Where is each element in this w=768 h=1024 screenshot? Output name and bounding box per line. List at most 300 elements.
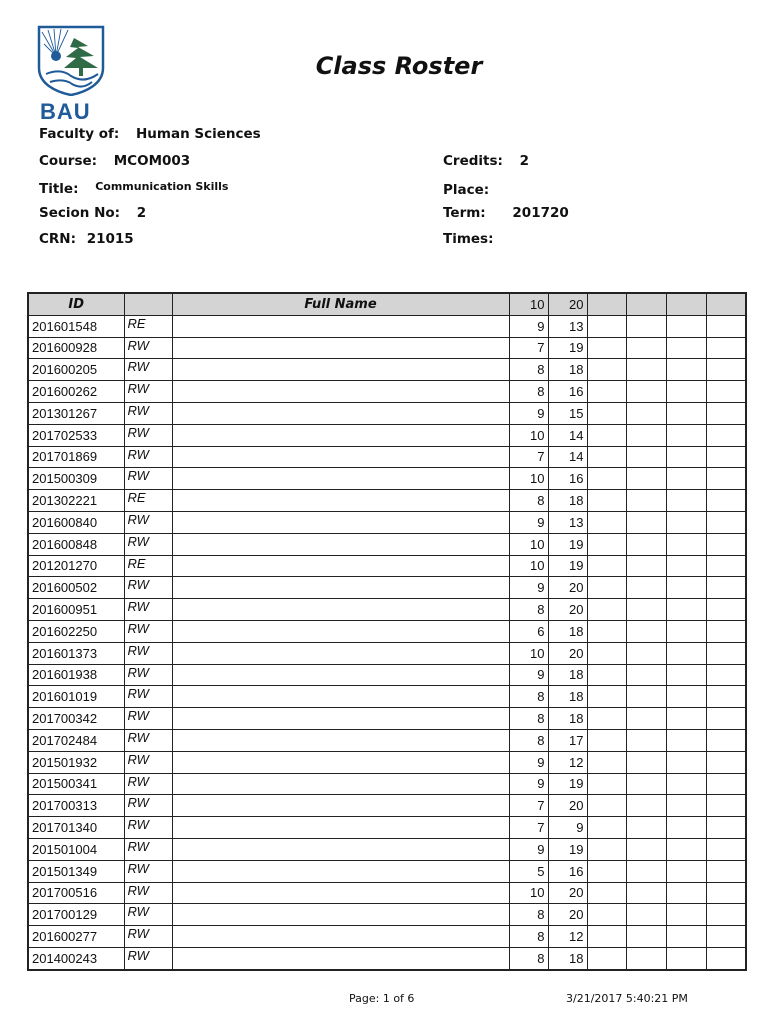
blank-cell bbox=[666, 620, 706, 642]
full-name-cell bbox=[172, 729, 509, 751]
blank-cell bbox=[706, 795, 746, 817]
table-row bbox=[28, 577, 746, 599]
score-10: 8 bbox=[509, 729, 548, 751]
blank-cell bbox=[626, 686, 666, 708]
full-name-cell bbox=[172, 620, 509, 642]
title-label: Title: bbox=[39, 181, 79, 197]
student-id: 201600951 bbox=[28, 599, 124, 621]
blank-cell bbox=[587, 402, 626, 424]
score-10: 8 bbox=[509, 947, 548, 969]
status-code: RE bbox=[124, 555, 172, 577]
score-20: 18 bbox=[548, 490, 587, 512]
blank-cell bbox=[666, 424, 706, 446]
status-code: RW bbox=[124, 708, 172, 730]
full-name-cell bbox=[172, 838, 509, 860]
page-title: Class Roster bbox=[315, 52, 483, 80]
full-name-cell bbox=[172, 555, 509, 577]
faculty-field bbox=[39, 126, 261, 142]
blank-cell bbox=[587, 381, 626, 403]
status-code: RW bbox=[124, 468, 172, 490]
student-id: 201702484 bbox=[28, 729, 124, 751]
blank-cell bbox=[587, 708, 626, 730]
blank-cell bbox=[706, 838, 746, 860]
blank-cell bbox=[706, 402, 746, 424]
score-10: 8 bbox=[509, 359, 548, 381]
student-id: 201600928 bbox=[28, 337, 124, 359]
blank-cell bbox=[706, 620, 746, 642]
score-10: 10 bbox=[509, 424, 548, 446]
blank-cell bbox=[706, 904, 746, 926]
status-code: RW bbox=[124, 599, 172, 621]
score-20: 13 bbox=[548, 315, 587, 337]
blank-cell bbox=[706, 751, 746, 773]
blank-cell bbox=[587, 729, 626, 751]
score-10: 9 bbox=[509, 577, 548, 599]
score-10: 6 bbox=[509, 620, 548, 642]
blank-cell bbox=[666, 446, 706, 468]
score-20: 18 bbox=[548, 686, 587, 708]
place-field bbox=[443, 182, 501, 198]
table-row bbox=[28, 468, 746, 490]
blank-cell bbox=[587, 904, 626, 926]
blank-cell bbox=[587, 533, 626, 555]
blank-cell bbox=[587, 926, 626, 948]
blank-cell bbox=[666, 533, 706, 555]
status-code: RW bbox=[124, 381, 172, 403]
status-code: RE bbox=[124, 490, 172, 512]
blank-cell bbox=[626, 947, 666, 969]
full-name-cell bbox=[172, 882, 509, 904]
student-id: 201501932 bbox=[28, 751, 124, 773]
blank-cell bbox=[587, 599, 626, 621]
blank-cell bbox=[626, 468, 666, 490]
score-10: 9 bbox=[509, 838, 548, 860]
table-row bbox=[28, 511, 746, 533]
blank-cell bbox=[626, 359, 666, 381]
blank-cell bbox=[706, 555, 746, 577]
table-row bbox=[28, 729, 746, 751]
student-id: 201600277 bbox=[28, 926, 124, 948]
table-row bbox=[28, 446, 746, 468]
full-name-cell bbox=[172, 773, 509, 795]
score-10: 8 bbox=[509, 599, 548, 621]
status-code: RW bbox=[124, 817, 172, 839]
header-col-10: 10 bbox=[509, 293, 548, 315]
crn-field bbox=[39, 231, 134, 247]
blank-cell bbox=[587, 664, 626, 686]
table-row bbox=[28, 817, 746, 839]
blank-cell bbox=[626, 860, 666, 882]
place-label: Place: bbox=[443, 182, 490, 198]
blank-cell bbox=[626, 838, 666, 860]
header-blank bbox=[626, 293, 666, 315]
blank-cell bbox=[626, 381, 666, 403]
blank-cell bbox=[666, 381, 706, 403]
header-col-20: 20 bbox=[548, 293, 587, 315]
blank-cell bbox=[626, 599, 666, 621]
blank-cell bbox=[587, 468, 626, 490]
student-id: 201600848 bbox=[28, 533, 124, 555]
full-name-cell bbox=[172, 577, 509, 599]
blank-cell bbox=[706, 947, 746, 969]
header-status bbox=[124, 293, 172, 315]
blank-cell bbox=[666, 337, 706, 359]
blank-cell bbox=[626, 708, 666, 730]
blank-cell bbox=[666, 838, 706, 860]
blank-cell bbox=[666, 402, 706, 424]
student-id: 201700313 bbox=[28, 795, 124, 817]
course-value: MCOM003 bbox=[113, 153, 191, 169]
blank-cell bbox=[666, 664, 706, 686]
table-row bbox=[28, 359, 746, 381]
status-code: RW bbox=[124, 446, 172, 468]
blank-cell bbox=[706, 664, 746, 686]
table-row bbox=[28, 860, 746, 882]
status-code: RW bbox=[124, 337, 172, 359]
blank-cell bbox=[626, 424, 666, 446]
score-20: 14 bbox=[548, 446, 587, 468]
blank-cell bbox=[587, 555, 626, 577]
section-label: Secion No: bbox=[39, 205, 121, 221]
status-code: RW bbox=[124, 795, 172, 817]
blank-cell bbox=[666, 926, 706, 948]
score-10: 10 bbox=[509, 468, 548, 490]
blank-cell bbox=[626, 642, 666, 664]
term-label: Term: bbox=[443, 205, 486, 221]
blank-cell bbox=[626, 337, 666, 359]
full-name-cell bbox=[172, 686, 509, 708]
score-20: 18 bbox=[548, 947, 587, 969]
student-id: 201600262 bbox=[28, 381, 124, 403]
score-20: 20 bbox=[548, 882, 587, 904]
blank-cell bbox=[587, 751, 626, 773]
blank-cell bbox=[666, 904, 706, 926]
full-name-cell bbox=[172, 359, 509, 381]
table-row bbox=[28, 555, 746, 577]
status-code: RW bbox=[124, 926, 172, 948]
blank-cell bbox=[666, 882, 706, 904]
table-row bbox=[28, 882, 746, 904]
course-field bbox=[39, 153, 190, 169]
score-10: 9 bbox=[509, 511, 548, 533]
blank-cell bbox=[587, 817, 626, 839]
status-code: RW bbox=[124, 882, 172, 904]
full-name-cell bbox=[172, 511, 509, 533]
blank-cell bbox=[706, 926, 746, 948]
blank-cell bbox=[666, 860, 706, 882]
blank-cell bbox=[666, 773, 706, 795]
term-field bbox=[443, 205, 569, 221]
score-10: 9 bbox=[509, 315, 548, 337]
student-id: 201700516 bbox=[28, 882, 124, 904]
full-name-cell bbox=[172, 446, 509, 468]
blank-cell bbox=[706, 446, 746, 468]
score-10: 8 bbox=[509, 926, 548, 948]
section-field bbox=[39, 205, 146, 221]
full-name-cell bbox=[172, 533, 509, 555]
score-10: 8 bbox=[509, 904, 548, 926]
print-timestamp: 3/21/2017 5:40:21 PM bbox=[566, 992, 688, 1005]
status-code: RW bbox=[124, 729, 172, 751]
blank-cell bbox=[626, 511, 666, 533]
score-20: 19 bbox=[548, 838, 587, 860]
blank-cell bbox=[666, 729, 706, 751]
blank-cell bbox=[706, 511, 746, 533]
blank-cell bbox=[706, 490, 746, 512]
faculty-value: Human Sciences bbox=[136, 126, 261, 142]
student-id: 201501004 bbox=[28, 838, 124, 860]
student-id: 201301267 bbox=[28, 402, 124, 424]
full-name-cell bbox=[172, 599, 509, 621]
score-10: 7 bbox=[509, 446, 548, 468]
status-code: RW bbox=[124, 860, 172, 882]
table-row bbox=[28, 381, 746, 403]
score-10: 8 bbox=[509, 381, 548, 403]
table-row bbox=[28, 620, 746, 642]
section-value: 2 bbox=[136, 205, 147, 221]
times-field bbox=[443, 231, 506, 247]
score-10: 10 bbox=[509, 882, 548, 904]
table-row bbox=[28, 795, 746, 817]
student-id: 201400243 bbox=[28, 947, 124, 969]
blank-cell bbox=[706, 686, 746, 708]
roster-table bbox=[27, 292, 747, 971]
blank-cell bbox=[626, 795, 666, 817]
status-code: RW bbox=[124, 686, 172, 708]
status-code: RW bbox=[124, 751, 172, 773]
full-name-cell bbox=[172, 468, 509, 490]
score-10: 7 bbox=[509, 795, 548, 817]
credits-label: Credits: bbox=[443, 153, 503, 169]
student-id: 201501349 bbox=[28, 860, 124, 882]
full-name-cell bbox=[172, 402, 509, 424]
score-20: 19 bbox=[548, 337, 587, 359]
student-id: 201601019 bbox=[28, 686, 124, 708]
table-row bbox=[28, 686, 746, 708]
blank-cell bbox=[706, 577, 746, 599]
full-name-cell bbox=[172, 904, 509, 926]
score-20: 19 bbox=[548, 555, 587, 577]
score-10: 8 bbox=[509, 490, 548, 512]
blank-cell bbox=[626, 402, 666, 424]
score-10: 9 bbox=[509, 751, 548, 773]
blank-cell bbox=[587, 773, 626, 795]
blank-cell bbox=[666, 795, 706, 817]
status-code: RW bbox=[124, 577, 172, 599]
score-10: 8 bbox=[509, 686, 548, 708]
blank-cell bbox=[626, 446, 666, 468]
credits-value: 2 bbox=[519, 153, 530, 169]
score-20: 18 bbox=[548, 664, 587, 686]
page-number: Page: 1 of 6 bbox=[349, 992, 415, 1005]
header-blank bbox=[587, 293, 626, 315]
status-code: RW bbox=[124, 424, 172, 446]
blank-cell bbox=[587, 446, 626, 468]
blank-cell bbox=[706, 468, 746, 490]
student-id: 201600840 bbox=[28, 511, 124, 533]
student-id: 201500309 bbox=[28, 468, 124, 490]
score-20: 20 bbox=[548, 599, 587, 621]
score-20: 20 bbox=[548, 642, 587, 664]
score-10: 5 bbox=[509, 860, 548, 882]
blank-cell bbox=[706, 860, 746, 882]
student-id: 201302221 bbox=[28, 490, 124, 512]
score-20: 14 bbox=[548, 424, 587, 446]
student-id: 201601938 bbox=[28, 664, 124, 686]
table-row bbox=[28, 533, 746, 555]
table-row bbox=[28, 402, 746, 424]
blank-cell bbox=[587, 337, 626, 359]
blank-cell bbox=[666, 490, 706, 512]
blank-cell bbox=[626, 555, 666, 577]
table-row bbox=[28, 904, 746, 926]
blank-cell bbox=[706, 533, 746, 555]
blank-cell bbox=[587, 838, 626, 860]
table-row bbox=[28, 424, 746, 446]
table-row bbox=[28, 708, 746, 730]
blank-cell bbox=[626, 751, 666, 773]
credits-field bbox=[443, 153, 529, 169]
roster-body bbox=[28, 315, 746, 969]
status-code: RW bbox=[124, 773, 172, 795]
blank-cell bbox=[626, 490, 666, 512]
header-blank bbox=[666, 293, 706, 315]
table-row bbox=[28, 947, 746, 969]
score-20: 19 bbox=[548, 533, 587, 555]
status-code: RW bbox=[124, 664, 172, 686]
header-blank bbox=[706, 293, 746, 315]
blank-cell bbox=[587, 577, 626, 599]
score-20: 18 bbox=[548, 620, 587, 642]
table-header-row bbox=[28, 293, 746, 315]
table-row bbox=[28, 490, 746, 512]
student-id: 201600502 bbox=[28, 577, 124, 599]
blank-cell bbox=[587, 642, 626, 664]
blank-cell bbox=[587, 860, 626, 882]
blank-cell bbox=[626, 817, 666, 839]
status-code: RW bbox=[124, 402, 172, 424]
student-id: 201600205 bbox=[28, 359, 124, 381]
blank-cell bbox=[626, 773, 666, 795]
blank-cell bbox=[587, 795, 626, 817]
blank-cell bbox=[706, 882, 746, 904]
full-name-cell bbox=[172, 708, 509, 730]
full-name-cell bbox=[172, 926, 509, 948]
blank-cell bbox=[666, 511, 706, 533]
score-10: 10 bbox=[509, 533, 548, 555]
blank-cell bbox=[626, 315, 666, 337]
status-code: RW bbox=[124, 904, 172, 926]
table-row bbox=[28, 838, 746, 860]
score-20: 16 bbox=[548, 381, 587, 403]
blank-cell bbox=[626, 533, 666, 555]
status-code: RW bbox=[124, 642, 172, 664]
blank-cell bbox=[666, 599, 706, 621]
blank-cell bbox=[666, 817, 706, 839]
status-code: RW bbox=[124, 533, 172, 555]
full-name-cell bbox=[172, 860, 509, 882]
score-20: 12 bbox=[548, 926, 587, 948]
table-row bbox=[28, 315, 746, 337]
score-20: 19 bbox=[548, 773, 587, 795]
student-id: 201500341 bbox=[28, 773, 124, 795]
full-name-cell bbox=[172, 381, 509, 403]
status-code: RE bbox=[124, 315, 172, 337]
blank-cell bbox=[587, 947, 626, 969]
student-id: 201601548 bbox=[28, 315, 124, 337]
full-name-cell bbox=[172, 947, 509, 969]
blank-cell bbox=[706, 708, 746, 730]
student-id: 201602250 bbox=[28, 620, 124, 642]
score-10: 9 bbox=[509, 664, 548, 686]
crn-value: 21015 bbox=[86, 231, 134, 247]
blank-cell bbox=[706, 817, 746, 839]
blank-cell bbox=[626, 882, 666, 904]
faculty-label: Faculty of: bbox=[39, 126, 120, 142]
score-10: 7 bbox=[509, 337, 548, 359]
full-name-cell bbox=[172, 817, 509, 839]
full-name-cell bbox=[172, 424, 509, 446]
table-row bbox=[28, 664, 746, 686]
score-20: 12 bbox=[548, 751, 587, 773]
blank-cell bbox=[626, 729, 666, 751]
score-20: 20 bbox=[548, 795, 587, 817]
full-name-cell bbox=[172, 751, 509, 773]
table-row bbox=[28, 926, 746, 948]
status-code: RW bbox=[124, 947, 172, 969]
table-row bbox=[28, 337, 746, 359]
blank-cell bbox=[587, 511, 626, 533]
course-label: Course: bbox=[39, 153, 98, 169]
blank-cell bbox=[666, 359, 706, 381]
blank-cell bbox=[626, 926, 666, 948]
score-10: 10 bbox=[509, 642, 548, 664]
blank-cell bbox=[587, 490, 626, 512]
blank-cell bbox=[666, 642, 706, 664]
score-10: 8 bbox=[509, 708, 548, 730]
score-10: 9 bbox=[509, 773, 548, 795]
full-name-cell bbox=[172, 315, 509, 337]
score-20: 18 bbox=[548, 708, 587, 730]
blank-cell bbox=[706, 729, 746, 751]
score-20: 16 bbox=[548, 860, 587, 882]
student-id: 201701340 bbox=[28, 817, 124, 839]
blank-cell bbox=[706, 599, 746, 621]
title-value: Communication Skills bbox=[95, 180, 229, 193]
full-name-cell bbox=[172, 795, 509, 817]
full-name-cell bbox=[172, 490, 509, 512]
blank-cell bbox=[626, 577, 666, 599]
title-field bbox=[39, 181, 228, 197]
score-10: 9 bbox=[509, 402, 548, 424]
blank-cell bbox=[666, 686, 706, 708]
student-id: 201201270 bbox=[28, 555, 124, 577]
blank-cell bbox=[587, 686, 626, 708]
status-code: RW bbox=[124, 838, 172, 860]
table-row bbox=[28, 599, 746, 621]
score-20: 20 bbox=[548, 904, 587, 926]
score-20: 15 bbox=[548, 402, 587, 424]
blank-cell bbox=[666, 315, 706, 337]
score-20: 17 bbox=[548, 729, 587, 751]
blank-cell bbox=[706, 359, 746, 381]
blank-cell bbox=[666, 577, 706, 599]
blank-cell bbox=[587, 882, 626, 904]
header-id: ID bbox=[28, 293, 124, 315]
score-20: 16 bbox=[548, 468, 587, 490]
blank-cell bbox=[706, 773, 746, 795]
student-id: 201701869 bbox=[28, 446, 124, 468]
